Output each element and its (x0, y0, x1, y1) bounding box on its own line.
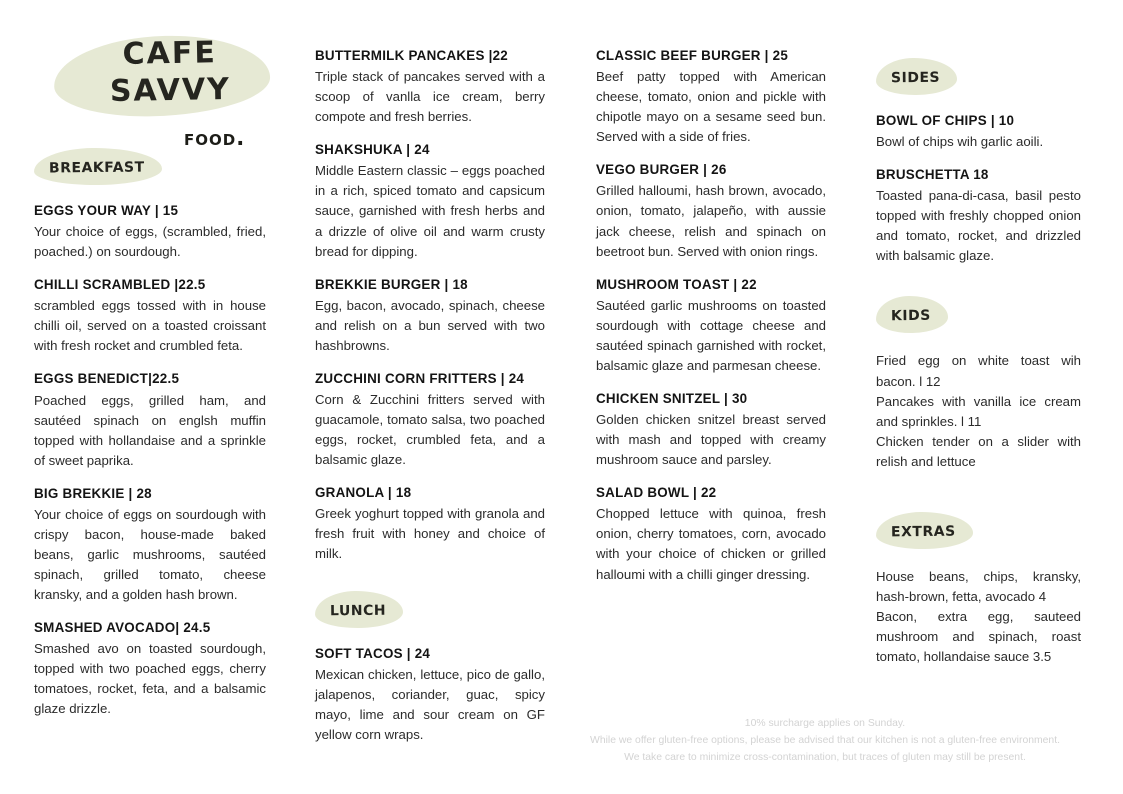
section-lunch-continued (596, 48, 826, 585)
item-description: Poached eggs, grilled ham, and sautéed spinach on englsh muffin topped with hollandaise and a sprinkle of sweet paprika. (34, 392, 266, 468)
menu-column-2 (315, 48, 545, 747)
list-item: House beans, chips, kransky, hash-brown, fetta, avocado 4 (876, 568, 1081, 604)
menu-item (34, 203, 266, 262)
item-description: Bowl of chips wih garlic aoili. (876, 134, 1044, 150)
section-lunch (315, 591, 545, 745)
menu-column-1 (34, 148, 266, 722)
menu-item (315, 142, 545, 261)
menu-item (596, 391, 826, 470)
item-description: scrambled eggs tossed with in house chilli oil, served on a toasted croissant with fresh rocket and crumbled feta. (34, 298, 266, 354)
menu-item (876, 113, 1081, 152)
menu-item (596, 277, 826, 376)
footer-line: 10% surcharge applies on Sunday. (744, 718, 906, 729)
item-name: GRANOLA | 18 (315, 485, 412, 501)
footer-disclaimer (560, 716, 1090, 767)
item-name: MUSHROOM TOAST | 22 (596, 276, 757, 292)
item-description: Your choice of eggs on sourdough with crispy bacon, house-made baked beans, garlic mushrooms, sautéed spinach, grilled tomato, cheese kransky, and a golden hash brown. (34, 506, 266, 603)
section-heading-lunch: lunch (315, 590, 403, 628)
item-name: SMASHED AVOCADO| 24.5 (34, 620, 211, 636)
kids-item-list (876, 351, 1081, 471)
item-description: Golden chicken snitzel breast served with mash and topped with creamy mushroom sauce and parsley. (596, 412, 826, 468)
section-sides (876, 58, 1081, 266)
footer-line: We take care to minimize cross-contamination, but traces of gluten may still be present. (624, 751, 1026, 763)
menu-item (876, 167, 1081, 266)
item-description: Middle Eastern classic – eggs poached in a rich, spiced tomato and capsicum sauce, garnished with fresh herbs and a drizzle of olive oil and warm crusty bread for dipping. (315, 163, 545, 259)
menu-item (34, 371, 266, 470)
footer-line: While we offer gluten-free options, please be advised that our kitchen is not a gluten-free environment. (590, 734, 1060, 746)
list-item: Chicken tender on a slider with relish and lettuce (876, 433, 1081, 469)
item-description: Triple stack of pancakes served with a scoop of vanlla ice cream, berry compote and fresh berries. (315, 69, 545, 125)
menu-item (34, 277, 266, 356)
item-name: CLASSIC BEEF BURGER | 25 (596, 48, 789, 63)
item-name: BOWL OF CHIPS | 10 (876, 113, 1015, 128)
extras-item-list (876, 567, 1081, 667)
section-heading-breakfast: breakfast (34, 147, 162, 185)
item-description: Mexican chicken, lettuce, pico de gallo, jalapenos, coriander, guac, spicy mayo, lime and sour cream on GF yellow corn wraps. (315, 666, 545, 742)
section-heading-sides: sides (876, 58, 957, 96)
item-name: BRUSCHETTA 18 (876, 167, 989, 183)
item-description: Toasted pana-di-casa, basil pesto topped with freshly chopped onion and tomato, rocket, and drizzled with balsamic glaze. (876, 188, 1081, 264)
item-name: EGGS YOUR WAY | 15 (34, 203, 179, 218)
section-breakfast (34, 148, 266, 720)
item-name: SALAD BOWL | 22 (596, 485, 717, 501)
list-item: Bacon, extra egg, sauteed mushroom and spinach, roast tomato, hollandaise sauce 3.5 (876, 608, 1081, 665)
list-item: Fried egg on white toast wih bacon. l 12 (876, 353, 1081, 389)
item-description: Corn & Zucchini fritters served with guacamole, tomato salsa, two poached eggs, rocket, crumbled feta, and a balsamic glaze. (315, 392, 545, 468)
menu-item (34, 486, 266, 605)
list-item: Pancakes with vanilla ice cream and sprinkles. l 11 (876, 393, 1081, 429)
item-name: SHAKSHUKA | 24 (315, 142, 430, 158)
item-name: EGGS BENEDICT|22.5 (34, 371, 180, 387)
logo-line-2: savvy (109, 59, 232, 112)
menu-item (596, 485, 826, 584)
item-name: VEGO BURGER | 26 (596, 162, 727, 178)
menu-column-3 (596, 48, 826, 587)
section-heading-extras: extras (876, 511, 973, 549)
section-breakfast-continued (315, 48, 545, 565)
item-description: Grilled halloumi, hash brown, avocado, onion, tomato, jalapeño, with aussie jack cheese, relish and spinach on beetroot bun. Served with onion rings. (596, 183, 826, 259)
item-description: Beef patty topped with American cheese, tomato, onion and pickle with chipotle mayo on a sesame seed bun. Served with a side of fries. (596, 69, 826, 145)
item-name: BIG BREKKIE | 28 (34, 485, 152, 501)
logo-line-1: cafe (122, 23, 218, 75)
menu-item (315, 48, 545, 127)
item-description: Chopped lettuce with quinoa, fresh onion, cherry tomatoes, corn, avocado with your choice of chicken or grilled halloumi with a chilli ginger dressing. (596, 506, 826, 582)
menu-item (596, 162, 826, 261)
menu-item (596, 48, 826, 147)
item-description: Smashed avo on toasted sourdough, topped with two poached eggs, cherry tomatoes, rocket, feta, and a balsamic glaze drizzle. (34, 641, 266, 717)
item-name: ZUCCHINI CORN FRITTERS | 24 (315, 370, 525, 386)
item-name: SOFT TACOS | 24 (315, 645, 431, 661)
item-name: BUTTERMILK PANCAKES |22 (315, 48, 509, 63)
menu-item (315, 485, 545, 564)
item-description: Your choice of eggs, (scrambled, fried, poached.) on sourdough. (34, 224, 266, 260)
item-description: Sautéed garlic mushrooms on toasted sourdough with cottage cheese and sautéed spinach garnished with rocket, balsamic glaze and parmesan cheese. (596, 297, 826, 373)
section-kids (876, 296, 1081, 471)
item-name: CHICKEN SNITZEL | 30 (596, 390, 748, 406)
item-description: Greek yoghurt topped with granola and fresh fruit with honey and choice of milk. (315, 506, 545, 562)
section-extras (876, 512, 1081, 667)
menu-item (315, 371, 545, 470)
menu-item (34, 620, 266, 719)
section-heading-kids: kids (876, 296, 948, 334)
item-name: BREKKIE BURGER | 18 (315, 276, 468, 292)
menu-item (315, 646, 545, 745)
logo-subtitle: food. (184, 126, 246, 150)
item-name: CHILLI SCRAMBLED |22.5 (34, 277, 206, 293)
item-description: Egg, bacon, avocado, spinach, cheese and relish on a bun served with two hashbrowns. (315, 297, 545, 353)
menu-column-4 (876, 58, 1081, 669)
menu-item (315, 277, 545, 356)
